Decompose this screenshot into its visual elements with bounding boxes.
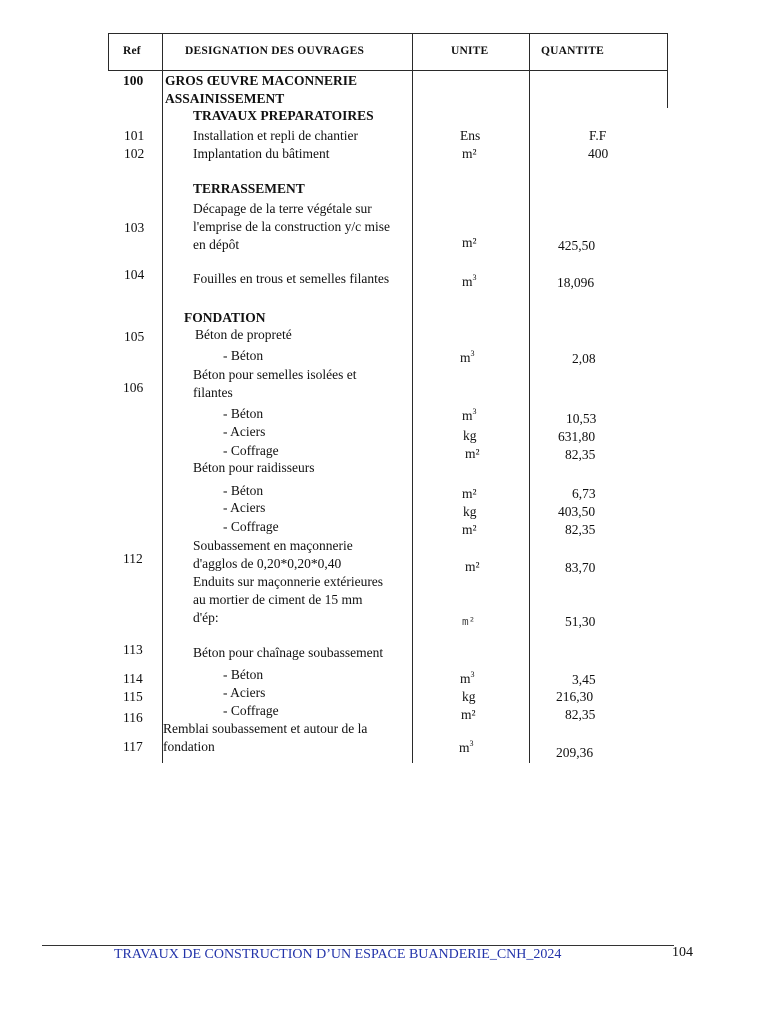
unit-105: $m^3$ [460,349,475,365]
designation-raidisseurs: Béton pour raidisseurs [193,460,315,475]
unit-116: m² [461,707,476,722]
designation-101: Installation et repli de chantier [193,128,358,143]
table-header-separator [108,70,668,71]
designation-114: - Béton [223,667,264,682]
unit-117: $m^3$ [459,739,474,755]
page-number: 104 [672,945,693,960]
ref-104: 104 [124,267,145,282]
unit-106-beton: $m^3$ [462,407,477,423]
section-title-line2: ASSAINISSEMENT [165,91,285,106]
qty-105: 2,08 [572,351,596,366]
ref-112: 112 [123,551,143,566]
unit-114: $m^3$ [460,670,475,686]
unit-raid-beton: m² [462,486,477,501]
designation-106-line1: Béton pour semelles isolées et [193,367,357,382]
unit-106-aciers: kg [463,428,477,443]
qty-enduits: 51,30 [565,614,596,629]
ref-114: 114 [123,671,143,686]
designation-raid-beton: - Béton [223,483,264,498]
section-fondation: FONDATION [184,310,266,325]
ref-113: 113 [123,642,143,657]
table-top-border [108,33,668,34]
unit-104: $m^3$ [462,273,477,289]
col-divider-unite [529,33,530,763]
designation-106-beton: - Béton [223,406,264,421]
designation-103-line3: en dépôt [193,237,240,252]
section-terrassement: TERRASSEMENT [193,181,305,196]
ref-103: 103 [124,220,145,235]
designation-112-line1: Soubassement en maçonnerie [193,538,353,553]
designation-117-line2: fondation [163,739,215,754]
qty-103: 425,50 [558,238,596,253]
qty-115: 216,30 [556,689,594,704]
qty-106-coffrage: 82,35 [565,447,596,462]
qty-raid-aciers: 403,50 [558,504,596,519]
col-divider-designation [412,33,413,763]
designation-106-aciers: - Aciers [223,424,266,439]
designation-enduits-line2: au mortier de ciment de 15 mm [193,592,363,607]
designation-103-line2: l'emprise de la construction y/c mise [193,219,391,234]
footer-rule [42,945,674,946]
ref-116: 116 [123,710,143,725]
qty-106-beton: 10,53 [566,411,597,426]
designation-115: - Aciers [223,685,266,700]
header-unite: UNITE [451,45,489,57]
designation-112-line2: d'agglos de 0,20*0,20*0,40 [193,556,342,571]
designation-106-line2: filantes [193,385,233,400]
qty-114: 3,45 [572,672,596,687]
unit-103: m² [462,235,477,250]
qty-104: 18,096 [557,275,595,290]
unit-101: Ens [460,128,481,143]
footer-title: TRAVAUX DE CONSTRUCTION D’UN ESPACE BUANDERIE_CNH_2024 [114,947,562,962]
qty-112: 83,70 [565,560,596,575]
designation-116: - Coffrage [223,703,279,718]
qty-117: 209,36 [556,745,594,760]
designation-105: Béton de propreté [195,327,292,342]
unit-115: kg [462,689,476,704]
header-designation: DESIGNATION DES OUVRAGES [185,45,365,57]
designation-113: Béton pour chaînage soubassement [193,645,384,660]
designation-105-beton: - Béton [223,348,264,363]
header-ref: Ref [123,45,141,57]
designation-enduits-line3: d'ép: [193,610,219,625]
col-divider-ref [162,33,163,763]
qty-116: 82,35 [565,707,596,722]
table-left-border [108,33,109,71]
qty-raid-beton: 6,73 [572,486,596,501]
designation-raid-aciers: - Aciers [223,500,266,515]
ref-105: 105 [124,329,145,344]
designation-103-line1: Décapage de la terre végétale sur [193,201,372,216]
designation-106-coffrage: - Coffrage [223,443,279,458]
table-right-border [667,33,668,108]
ref-101: 101 [124,128,145,143]
qty-101: F.F [589,128,607,143]
ref-117: 117 [123,739,143,754]
unit-106-coffrage: m² [465,446,480,461]
designation-117-line1: Remblai soubassement et autour de la [163,721,368,736]
qty-raid-coffrage: 82,35 [565,522,596,537]
unit-enduits: m² [462,615,476,628]
designation-102: Implantation du bâtiment [193,146,330,161]
unit-112: m² [465,559,480,574]
unit-102: m² [462,146,477,161]
designation-enduits-line1: Enduits sur maçonnerie extérieures [193,574,384,589]
unit-raid-aciers: kg [463,504,477,519]
qty-102: 400 [588,146,609,161]
designation-104: Fouilles en trous et semelles filantes [193,271,390,286]
designation-raid-coffrage: - Coffrage [223,519,279,534]
unit-raid-coffrage: m² [462,522,477,537]
ref-106: 106 [123,380,144,395]
ref-115: 115 [123,689,143,704]
section-title-line1: GROS ŒUVRE MACONNERIE [165,73,358,88]
section-travaux-preparatoires: TRAVAUX PREPARATOIRES [193,108,374,123]
qty-106-aciers: 631,80 [558,429,596,444]
ref-100: 100 [123,73,144,88]
ref-102: 102 [124,146,145,161]
header-quantite: QUANTITE [541,45,604,57]
